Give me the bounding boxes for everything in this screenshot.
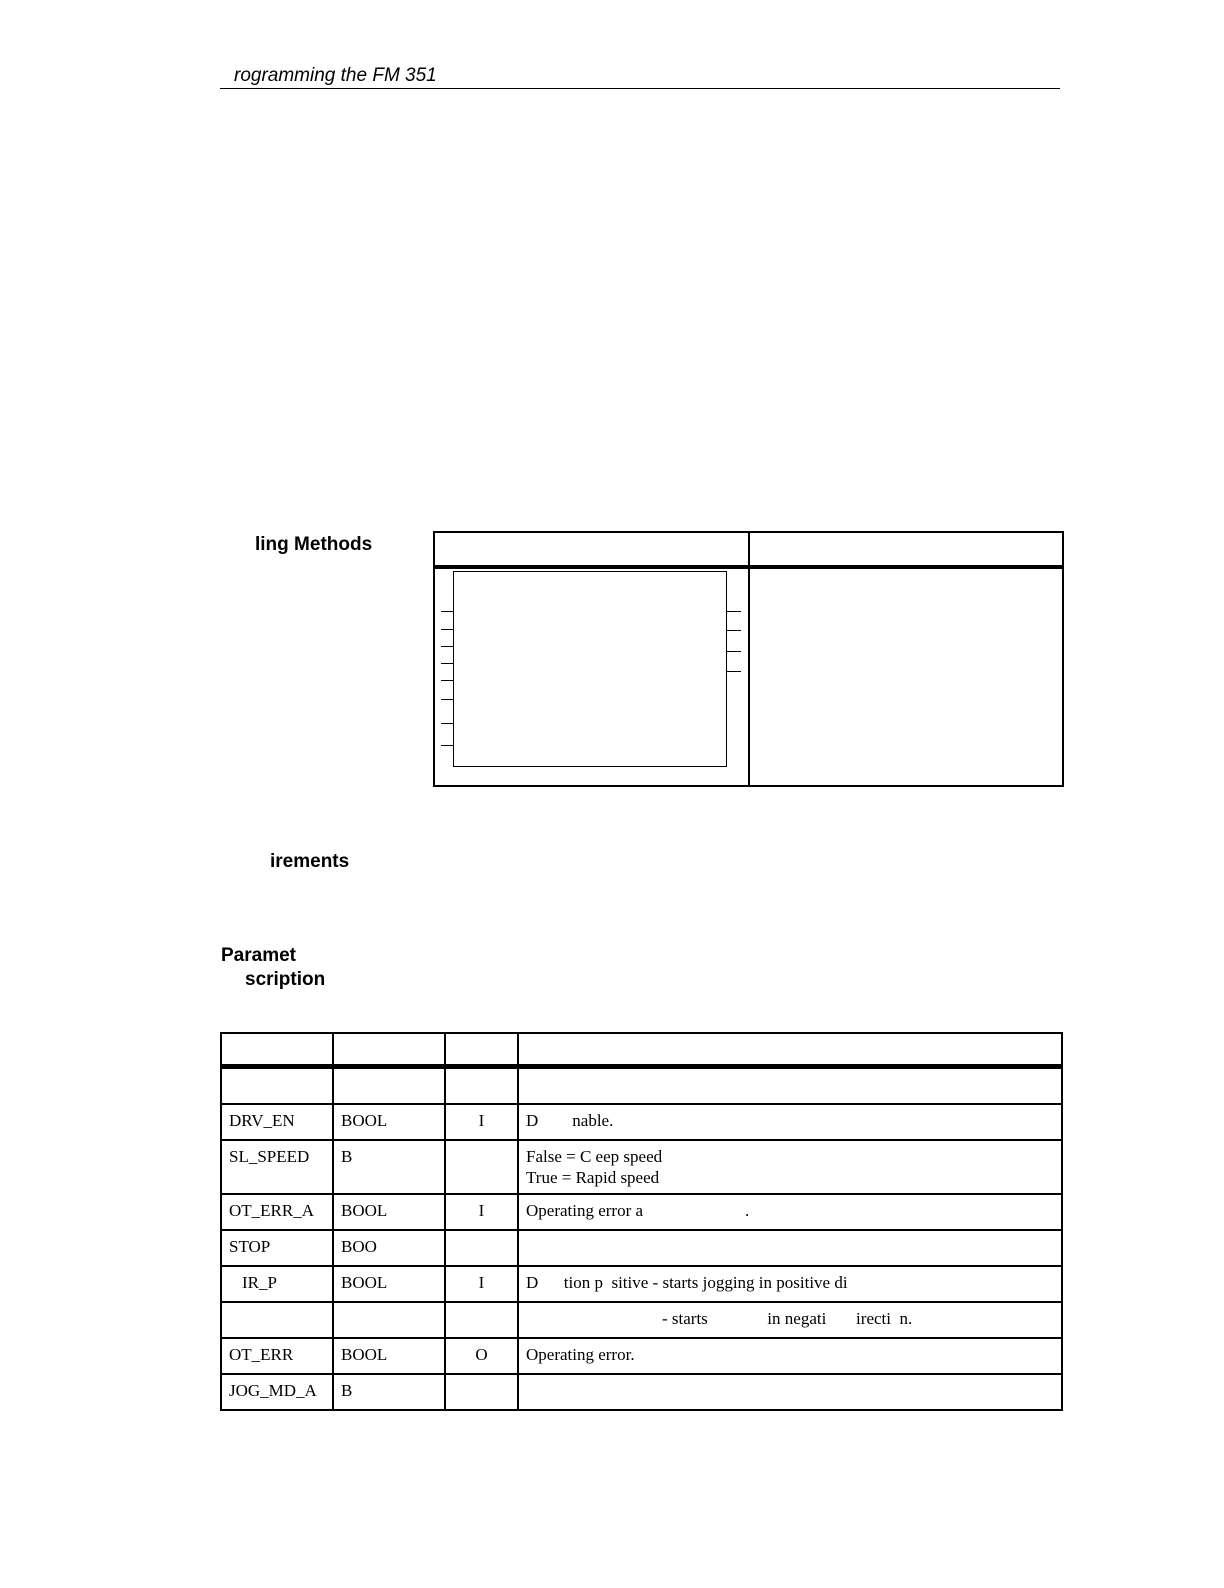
calling-methods-heading: ling Methods bbox=[255, 534, 373, 555]
input-pin bbox=[441, 723, 453, 724]
param-desc bbox=[518, 1374, 1062, 1410]
page-title: rogramming the FM 351 bbox=[234, 65, 437, 86]
header-cell bbox=[333, 1033, 445, 1067]
param-type: B bbox=[333, 1140, 445, 1194]
requirements-heading: irements bbox=[270, 851, 350, 872]
input-pin bbox=[441, 745, 453, 746]
calling-methods-table bbox=[433, 531, 1064, 787]
param-desc-line: True = Rapid speed bbox=[526, 1168, 660, 1187]
parameter-table bbox=[220, 1032, 1063, 1411]
table-row bbox=[221, 1338, 1062, 1374]
table-row bbox=[221, 1302, 1062, 1338]
param-dir: I bbox=[445, 1104, 518, 1140]
table-row bbox=[221, 1266, 1062, 1302]
param-desc: - starts in negati irecti n. bbox=[518, 1302, 1062, 1338]
param-dir bbox=[445, 1067, 518, 1105]
param-dir: O bbox=[445, 1338, 518, 1374]
param-dir bbox=[445, 1374, 518, 1410]
param-type: BOOL bbox=[333, 1338, 445, 1374]
table-row bbox=[221, 1374, 1062, 1410]
input-pin bbox=[441, 611, 453, 612]
input-pin bbox=[441, 680, 453, 681]
param-desc: Operating error a . bbox=[518, 1194, 1062, 1230]
param-desc bbox=[518, 1140, 1062, 1194]
param-type bbox=[333, 1302, 445, 1338]
output-pin bbox=[727, 611, 741, 612]
function-block-diagram bbox=[453, 571, 727, 767]
param-desc: D nable. bbox=[518, 1104, 1062, 1140]
page-header bbox=[220, 64, 1060, 89]
column-divider bbox=[748, 533, 750, 785]
header-cell bbox=[518, 1033, 1062, 1067]
param-name: SL_SPEED bbox=[221, 1140, 333, 1194]
param-desc: D tion p sitive - starts jogging in positive di bbox=[518, 1266, 1062, 1302]
param-name: OT_ERR_A bbox=[221, 1194, 333, 1230]
param-type: BOO bbox=[333, 1230, 445, 1266]
param-dir bbox=[445, 1302, 518, 1338]
table-row bbox=[221, 1230, 1062, 1266]
param-type: BOOL bbox=[333, 1194, 445, 1230]
param-type bbox=[333, 1067, 445, 1105]
header-cell bbox=[445, 1033, 518, 1067]
param-type: BOOL bbox=[333, 1266, 445, 1302]
param-desc bbox=[518, 1067, 1062, 1105]
param-desc: Operating error. bbox=[518, 1338, 1062, 1374]
parameter-heading-line1: Paramet bbox=[221, 945, 296, 966]
param-type: BOOL bbox=[333, 1104, 445, 1140]
param-dir bbox=[445, 1140, 518, 1194]
param-name bbox=[221, 1067, 333, 1105]
table-row bbox=[221, 1140, 1062, 1194]
param-name: DRV_EN bbox=[221, 1104, 333, 1140]
parameter-heading-line2: scription bbox=[245, 969, 326, 990]
table-row bbox=[221, 1104, 1062, 1140]
output-pin bbox=[727, 671, 741, 672]
output-pin bbox=[727, 651, 741, 652]
output-pin bbox=[727, 630, 741, 631]
param-desc bbox=[518, 1230, 1062, 1266]
input-pin bbox=[441, 646, 453, 647]
input-pin bbox=[441, 699, 453, 700]
param-desc-line: False = C eep speed bbox=[526, 1147, 663, 1166]
param-name bbox=[221, 1302, 333, 1338]
input-pin bbox=[441, 629, 453, 630]
table-header-row bbox=[221, 1033, 1062, 1067]
param-name: JOG_MD_A bbox=[221, 1374, 333, 1410]
input-pin bbox=[441, 663, 453, 664]
param-name: IR_P bbox=[221, 1266, 333, 1302]
param-name: OT_ERR bbox=[221, 1338, 333, 1374]
param-name: STOP bbox=[221, 1230, 333, 1266]
param-dir: I bbox=[445, 1194, 518, 1230]
table-row bbox=[221, 1067, 1062, 1105]
header-cell bbox=[221, 1033, 333, 1067]
table-row bbox=[221, 1194, 1062, 1230]
param-dir bbox=[445, 1230, 518, 1266]
param-dir: I bbox=[445, 1266, 518, 1302]
param-type: B bbox=[333, 1374, 445, 1410]
